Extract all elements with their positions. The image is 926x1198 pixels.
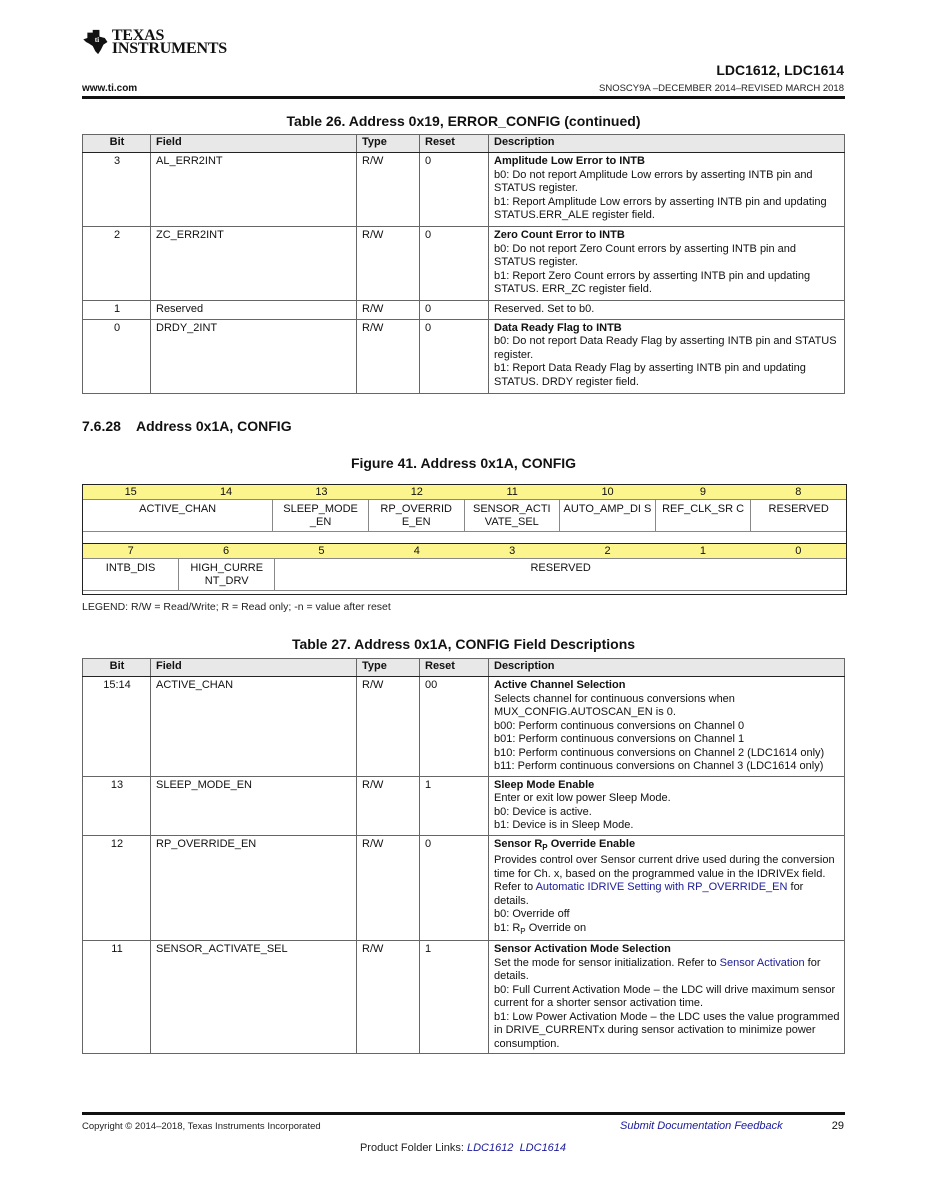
description-line: b10: Perform continuous conversions on Channel 2 (LDC1614 only) xyxy=(494,746,825,759)
register-map xyxy=(82,484,847,595)
register-map-bottom-rule xyxy=(83,590,846,594)
svg-text:ti: ti xyxy=(94,35,100,44)
register-field: RESERVED xyxy=(530,562,591,574)
cell-bit: 11 xyxy=(83,941,151,1054)
bit-number: 2 xyxy=(604,545,611,557)
table-row xyxy=(83,227,845,301)
bit-number-row-low xyxy=(83,544,846,559)
cell-type: R/W xyxy=(357,227,420,301)
bit-number: 1 xyxy=(699,545,706,557)
cell-description xyxy=(489,227,845,301)
cell-bit: 0 xyxy=(83,319,151,393)
title-subscript: P xyxy=(542,842,548,852)
register-field: SLEEP_MODE _EN xyxy=(273,500,369,531)
cell-bit: 1 xyxy=(83,301,151,320)
bit-number: 12 xyxy=(410,486,423,498)
description-line: b0: Device is active. xyxy=(494,805,592,818)
col-header-bit: Bit xyxy=(83,659,151,677)
col-header-reset: Reset xyxy=(420,135,489,153)
logo-wordmark xyxy=(112,29,227,55)
bit-number: 7 xyxy=(127,545,134,557)
bit-number: 13 xyxy=(315,486,328,498)
section-heading xyxy=(82,418,292,434)
cell-field: AL_ERR2INT xyxy=(151,153,357,227)
idrive-setting-link[interactable]: Automatic IDRIVE Setting with RP_OVERRIDE_EN xyxy=(535,881,788,894)
cell-bit: 3 xyxy=(83,153,151,227)
cell-description xyxy=(489,153,845,227)
cell-field: ACTIVE_CHAN xyxy=(151,677,357,777)
description-line: b1: Report Zero Count errors by asserting INTB pin and updating STATUS. ERR_ZC register field. xyxy=(494,269,811,295)
description-line: b11: Perform continuous conversions on Channel 3 (LDC1614 only) xyxy=(494,760,824,772)
figure-legend: LEGEND: R/W = Read/Write; R = Read only; -n = value after reset xyxy=(82,601,391,613)
table27-header-row xyxy=(83,659,845,677)
table-row xyxy=(83,941,845,1054)
page-number: 29 xyxy=(831,1120,844,1132)
description-line: b0: Full Current Activation Mode – the LDC will drive maximum sensor current for a shorter sensor activation time. xyxy=(494,983,836,1010)
cell-bit: 12 xyxy=(83,835,151,941)
table26-header-row xyxy=(83,135,845,153)
figure41-caption: Figure 41. Address 0x1A, CONFIG xyxy=(350,455,577,471)
field-row-low xyxy=(83,559,846,590)
col-header-reset: Reset xyxy=(420,659,489,677)
col-header-bit: Bit xyxy=(83,135,151,153)
bit-number: 11 xyxy=(506,486,518,498)
description-line: b1: Report Data Ready Flag by asserting INTB pin and updating STATUS. DRDY register field. xyxy=(494,362,806,388)
cell-type: R/W xyxy=(357,776,420,835)
cell-description xyxy=(489,941,845,1054)
description-title xyxy=(494,838,840,855)
description-line: Reserved. Set to b0. xyxy=(494,303,595,315)
line-text: Override on xyxy=(525,921,587,934)
description-paragraph xyxy=(494,854,840,908)
description-line: b00: Perform continuous conversions on Channel 0 xyxy=(494,719,745,732)
cell-reset: 1 xyxy=(420,776,489,835)
paragraph-text: Set the mode for sensor initialization. Refer to xyxy=(494,956,720,969)
description-title: Sleep Mode Enable xyxy=(494,778,595,791)
cell-field: ZC_ERR2INT xyxy=(151,227,357,301)
cell-reset: 0 xyxy=(420,319,489,393)
description-line xyxy=(494,922,840,939)
cell-reset: 0 xyxy=(420,835,489,941)
description-line: b1: Report Amplitude Low errors by asserting INTB pin and updating STATUS.ERR_ALE register field. xyxy=(494,195,827,221)
cell-reset: 00 xyxy=(420,677,489,777)
folder-label: Product Folder Links: xyxy=(359,1142,467,1154)
paragraph-text: for details. xyxy=(494,956,821,983)
copyright: Copyright © 2014–2018, Texas Instruments Incorporated xyxy=(82,1121,321,1132)
field-row-high xyxy=(83,500,846,531)
register-row-spacer xyxy=(83,531,846,544)
cell-field: RP_OVERRIDE_EN xyxy=(151,835,357,941)
register-field: AUTO_AMP_DI S xyxy=(560,500,656,531)
description-title: Zero Count Error to INTB xyxy=(494,229,625,241)
cell-type: R/W xyxy=(357,301,420,320)
cell-type: R/W xyxy=(357,677,420,777)
table27-caption: Table 27. Address 0x1A, CONFIG Field Descriptions xyxy=(291,636,636,652)
cell-type: R/W xyxy=(357,941,420,1054)
description-line: b0: Do not report Zero Count errors by asserting INTB pin and STATUS register. xyxy=(494,242,797,268)
description-line: Selects channel for continuous conversions when MUX_CONFIG.AUTOSCAN_EN is 0. xyxy=(494,692,735,718)
register-field: RP_OVERRID E_EN xyxy=(369,500,465,531)
description-line: Enter or exit low power Sleep Mode. xyxy=(494,792,671,804)
register-field: HIGH_CURRE NT_DRV xyxy=(179,559,275,590)
description-title: Active Channel Selection xyxy=(494,679,626,691)
section-number: 7.6.28 xyxy=(82,418,121,434)
description-title: Sensor Activation Mode Selection xyxy=(494,943,671,956)
description-line: b1: Low Power Activation Mode – the LDC uses the value programmed in DRIVE_CURRENTx during sensor activation to minimize power consumption. xyxy=(494,1010,840,1050)
doc-title: LDC1612, LDC1614 xyxy=(716,62,844,78)
cell-field: Reserved xyxy=(151,301,357,320)
bit-number: 10 xyxy=(601,486,614,498)
paragraph-text: for details. xyxy=(494,881,804,907)
table26-caption: Table 26. Address 0x19, ERROR_CONFIG (continued) xyxy=(286,113,641,129)
doc-number: SNOSCY9A –DECEMBER 2014–REVISED MARCH 2018 xyxy=(599,83,844,94)
product-link-ldc1612[interactable]: LDC1612 xyxy=(466,1142,514,1154)
cell-type: R/W xyxy=(357,153,420,227)
bit-number: 3 xyxy=(509,545,516,557)
title-text: Override Enable xyxy=(547,837,636,850)
table26 xyxy=(82,134,845,394)
table-row xyxy=(83,153,845,227)
table-row xyxy=(83,677,845,777)
cell-type: R/W xyxy=(357,319,420,393)
cell-field: SLEEP_MODE_EN xyxy=(151,776,357,835)
cell-type: R/W xyxy=(357,835,420,941)
register-field: REF_CLK_SR C xyxy=(656,500,752,531)
col-header-description: Description xyxy=(489,135,845,153)
table-row xyxy=(83,835,845,941)
table-row xyxy=(83,776,845,835)
cell-field: SENSOR_ACTIVATE_SEL xyxy=(151,941,357,1054)
description-line: b0: Do not report Data Ready Flag by asserting INTB pin and STATUS register. xyxy=(494,335,837,361)
bit-number: 8 xyxy=(795,486,802,498)
cell-description xyxy=(489,776,845,835)
cell-field: DRDY_2INT xyxy=(151,319,357,393)
logo-line-1: TEXAS xyxy=(111,27,165,44)
feedback-link[interactable]: Submit Documentation Feedback xyxy=(620,1120,783,1132)
register-field: ACTIVE_CHAN xyxy=(83,500,273,531)
bit-number: 14 xyxy=(219,486,233,498)
table-row xyxy=(83,319,845,393)
bit-number: 15 xyxy=(124,486,137,498)
bit-number: 6 xyxy=(223,545,230,557)
description-title: Data Ready Flag to INTB xyxy=(494,321,622,334)
col-header-field: Field xyxy=(151,659,357,677)
cell-reset: 0 xyxy=(420,153,489,227)
cell-description xyxy=(489,835,845,941)
cell-reset: 0 xyxy=(420,227,489,301)
ti-logo xyxy=(82,24,227,60)
register-field: RESERVED xyxy=(768,503,829,515)
col-header-description: Description xyxy=(489,659,845,677)
website-link[interactable]: www.ti.com xyxy=(82,83,138,94)
line-text: b1: R xyxy=(494,921,521,934)
cell-description xyxy=(489,677,845,777)
sensor-activation-link[interactable]: Sensor Activation xyxy=(719,956,805,969)
product-link-ldc1614[interactable]: LDC1614 xyxy=(519,1142,567,1154)
description-line: b0: Override off xyxy=(494,908,570,921)
description-line: b0: Do not report Amplitude Low errors by asserting INTB pin and STATUS register. xyxy=(494,168,813,194)
cell-reset: 0 xyxy=(420,301,489,320)
logo-line-2: INSTRUMENTS xyxy=(111,40,227,57)
title-text: Sensor R xyxy=(494,837,543,850)
description-paragraph xyxy=(494,957,840,984)
cell-reset: 1 xyxy=(420,941,489,1054)
register-field: INTB_DIS xyxy=(83,559,179,590)
paragraph-text: Provides control over Sensor current drive used during the conversion time for Ch. x, based on the programmed value in the IDRIVEx field. Refer to xyxy=(494,854,835,894)
bit-number: 9 xyxy=(699,486,706,498)
bit-number: 4 xyxy=(413,545,420,557)
table-row xyxy=(83,301,845,320)
cell-bit: 2 xyxy=(83,227,151,301)
col-header-type: Type xyxy=(357,135,420,153)
cell-bit: 15:14 xyxy=(83,677,151,777)
header-divider xyxy=(82,96,845,99)
line-subscript: P xyxy=(520,926,526,936)
description-line: b01: Perform continuous conversions on Channel 1 xyxy=(494,733,745,745)
footer-divider xyxy=(82,1112,845,1115)
cell-description xyxy=(489,319,845,393)
product-folder-links xyxy=(0,1142,926,1154)
description-title: Amplitude Low Error to INTB xyxy=(494,155,645,167)
section-title: Address 0x1A, CONFIG xyxy=(135,418,292,434)
bit-number: 5 xyxy=(318,545,325,557)
texas-state-icon xyxy=(82,25,109,59)
col-header-type: Type xyxy=(357,659,420,677)
cell-bit: 13 xyxy=(83,776,151,835)
description-line: b1: Device is in Sleep Mode. xyxy=(494,819,634,831)
bit-number: 0 xyxy=(795,545,802,557)
bit-number-row-high xyxy=(83,485,846,500)
col-header-field: Field xyxy=(151,135,357,153)
table27 xyxy=(82,658,845,1054)
cell-description xyxy=(489,301,845,320)
register-field: SENSOR_ACTI VATE_SEL xyxy=(465,500,561,531)
